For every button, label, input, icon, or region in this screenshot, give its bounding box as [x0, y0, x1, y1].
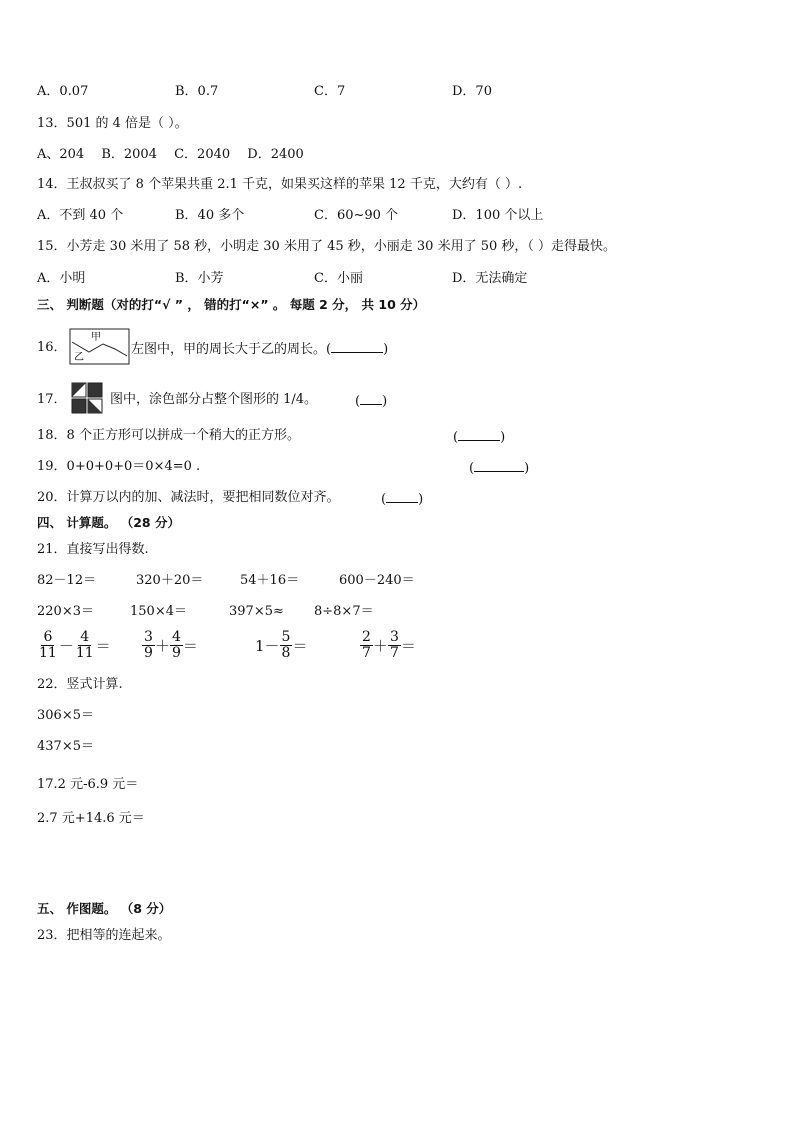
q21-frac-expr-3: 1－ $\frac{5}{8}$ ＝ — [255, 629, 308, 661]
q15-option-b: B．小芳 — [175, 271, 224, 286]
q14-option-b: B．40 多个 — [175, 208, 245, 223]
q21-frac-expr-4: $\frac{2}{7}$ ＋ $\frac{3}{7}$ ＝ — [362, 629, 416, 661]
q22-item-2: 437×5＝ — [37, 739, 94, 754]
q14-option-c: C．60~90 个 — [314, 208, 399, 223]
section-3-title: 三、 判断题（对的打“√ ” ， 错的打“×” 。 每题 2 分， 共 10 分） — [37, 297, 426, 312]
q16-answer-blank[interactable] — [331, 340, 383, 353]
q16-paren-close: ) — [383, 342, 389, 357]
q22-stem: 22．竖式计算. — [37, 677, 123, 692]
q15-option-d: D．无法确定 — [452, 271, 528, 286]
q21-frac-expr-2: $\frac{3}{9}$ ＋ $\frac{4}{9}$ ＝ — [144, 629, 198, 661]
q17-answer-blank[interactable] — [360, 392, 382, 405]
q15-option-c: C．小丽 — [314, 271, 363, 286]
q23-stem: 23．把相等的连起来。 — [37, 928, 171, 943]
q18-answer-blank[interactable] — [458, 428, 500, 441]
q21-r1-c4: 600－240＝ — [339, 573, 415, 588]
q21-r1-c3: 54＋16＝ — [240, 573, 300, 588]
q14-option-d: D．100 个以上 — [452, 208, 544, 223]
q16-text: 左图中，甲的周长大于乙的周长。( — [131, 342, 332, 357]
q15-option-a: A．小明 — [37, 271, 86, 286]
q12-option-c: C．7 — [314, 84, 346, 99]
section-4-title: 四、 计算题。 （28 分） — [37, 515, 180, 530]
q13-stem: 13．501 的 4 倍是（ ）。 — [37, 116, 188, 131]
q16-label-yi: 乙 — [74, 352, 84, 363]
q21-stem: 21．直接写出得数. — [37, 542, 149, 557]
q19-paren-open: ( — [469, 461, 475, 476]
q14-option-a: A．不到 40 个 — [37, 208, 124, 223]
q19-paren-close: ) — [524, 461, 530, 476]
q21-r2-c3: 397×5≈ — [229, 604, 284, 619]
q20-paren-open: ( — [381, 492, 387, 507]
q12-option-d: D．70 — [452, 84, 492, 99]
q22-item-1: 306×5＝ — [37, 708, 94, 723]
q18-paren-close: ) — [500, 430, 506, 445]
q21-r1-c2: 320＋20＝ — [136, 573, 204, 588]
q22-item-3: 17.2 元-6.9 元＝ — [37, 777, 139, 792]
q12-option-a: A．0.07 — [37, 84, 89, 99]
q17-paren-open: ( — [355, 394, 361, 409]
q16-label-jia: 甲 — [91, 332, 101, 343]
q21-r2-c2: 150×4＝ — [130, 604, 187, 619]
q21-frac-expr-1: $\frac{6}{11}$ － $\frac{4}{11}$ ＝ — [39, 629, 111, 661]
q21-r1-c1: 82－12＝ — [37, 573, 97, 588]
q17-figure — [71, 382, 103, 414]
q13-options: A、204 B．2004 C．2040 D．2400 — [37, 147, 304, 162]
q22-item-4: 2.7 元+14.6 元＝ — [37, 811, 145, 826]
q17-text: 图中，涂色部分占整个图形的 1/4。 — [110, 392, 318, 407]
q17-number: 17． — [37, 392, 67, 407]
q16-figure — [69, 328, 131, 366]
q17-paren-close: ) — [382, 394, 388, 409]
q21-r2-c1: 220×3＝ — [37, 604, 94, 619]
section-5-title: 五、 作图题。 （8 分） — [37, 901, 172, 916]
q20-paren-close: ) — [418, 492, 424, 507]
q18-text: 18．8 个正方形可以拼成一个稍大的正方形。 — [37, 428, 300, 443]
q16-number: 16． — [37, 340, 67, 355]
q20-answer-blank[interactable] — [386, 490, 418, 503]
q18-paren-open: ( — [453, 430, 459, 445]
q21-r2-c4: 8÷8×7＝ — [314, 604, 374, 619]
q12-option-b: B．0.7 — [175, 84, 219, 99]
q15-stem: 15．小芳走 30 米用了 58 秒，小明走 30 米用了 45 秒，小丽走 30 米用了 50 秒，（ ）走得最快。 — [37, 239, 617, 254]
q14-stem: 14．王叔叔买了 8 个苹果共重 2.1 千克，如果买这样的苹果 12 千克，大约有（ ）. — [37, 177, 523, 192]
q19-answer-blank[interactable] — [474, 459, 524, 472]
q20-text: 20．计算万以内的加、减法时，要把相同数位对齐。 — [37, 490, 340, 505]
q19-text: 19．0+0+0+0＝0×4=0 . — [37, 459, 201, 474]
